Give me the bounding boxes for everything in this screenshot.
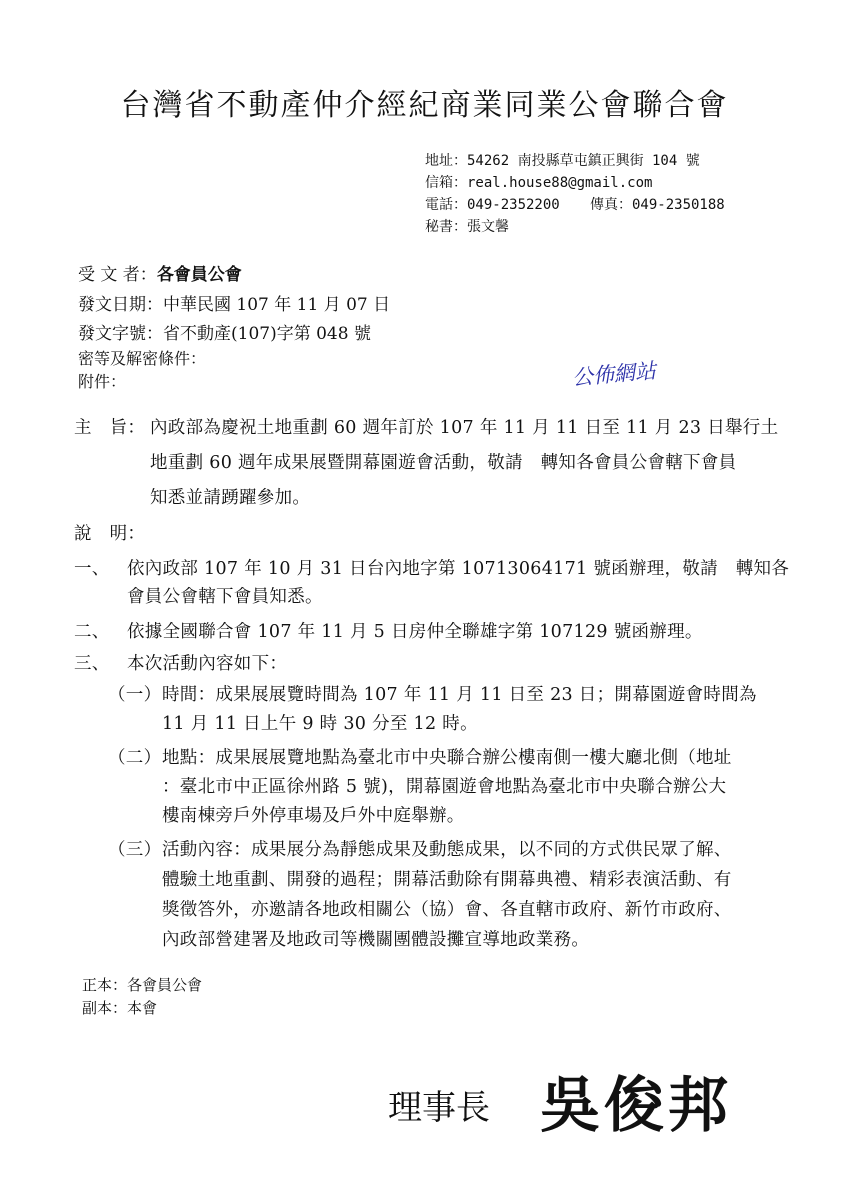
item-line: 本次活動內容如下： xyxy=(127,654,288,674)
subitem-line: 獎徵答外，亦邀請各地政相關公（協）會、各直轄市政府、新竹市政府、 xyxy=(162,900,732,920)
item-line: 依內政部 107 年 10 月 31 日台內地字第 10713064171 號函辦理，敬請 轉知各 xyxy=(127,559,790,579)
secretary-line: 秘書：張文馨 xyxy=(425,219,509,235)
phone-line: 電話：049-2352200 xyxy=(425,197,560,213)
subject-line: 內政部為慶祝土地重劃 60 週年訂於 107 年 11 月 11 日至 11 月 23 日舉行土 xyxy=(150,418,779,438)
subitem-line: 內政部營建署及地政司等機關團體設攤宣導地政業務。 xyxy=(162,930,590,950)
subitem-number: （二） xyxy=(108,748,162,768)
recipient-label: 受 文 者： xyxy=(78,265,157,285)
address-line: 地址：54262 南投縣草屯鎮正興街 104 號 xyxy=(425,153,700,169)
subitem-line: 時間：成果展展覽時間為 107 年 11 月 11 日至 23 日；開幕園遊會時間為 xyxy=(162,685,757,705)
confidential-row: 密等及解密條件： xyxy=(78,349,207,368)
email-line: 信箱：real.house88@gmail.com xyxy=(425,175,653,191)
item-number: 一、 xyxy=(74,559,110,579)
copy-recipient: 副本：本會 xyxy=(82,999,158,1017)
date-row xyxy=(78,290,390,315)
item-number: 三、 xyxy=(74,654,110,674)
fax-line: 傳真：049-2350188 xyxy=(590,197,725,213)
date-label: 發文日期： xyxy=(78,295,163,315)
reference-label: 發文字號： xyxy=(78,324,163,344)
subitem-line: 活動內容：成果展分為靜態成果及動態成果，以不同的方式供民眾了解、 xyxy=(162,840,732,860)
original-recipient: 正本：各會員公會 xyxy=(82,976,203,994)
subitem-line: ：臺北市中正區徐州路 5 號)，開幕園遊會地點為臺北市中央聯合辦公大 xyxy=(162,777,727,797)
subitem-line: 地點：成果展展覽地點為臺北市中央聯合辦公樓南側一樓大廳北側（地址 xyxy=(162,748,732,768)
subitem-line: 11 月 11 日上午 9 時 30 分至 12 時。 xyxy=(162,714,478,734)
subitem-line: 體驗土地重劃、開發的過程；開幕活動除有開幕典禮、精彩表演活動、有 xyxy=(162,870,732,890)
recipient-row xyxy=(78,260,242,285)
subject-label: 主 旨： xyxy=(74,418,146,438)
subject-line: 知悉並請踴躍參加。 xyxy=(150,488,311,508)
subject-line: 地重劃 60 週年成果展暨開幕園遊會活動，敬請 轉知各會員公會轄下會員 xyxy=(150,453,737,473)
handwritten-note: 公佈網站 xyxy=(571,358,657,390)
reference-row xyxy=(78,319,371,344)
item-number: 二、 xyxy=(74,622,110,642)
attachment-row: 附件： xyxy=(78,372,127,391)
signature-role: 理事長 xyxy=(388,1088,490,1128)
date-value: 中華民國 107 年 11 月 07 日 xyxy=(163,295,391,315)
reference-value: 省不動產(107)字第 048 號 xyxy=(163,324,371,344)
subitem-line: 樓南棟旁戶外停車場及戶外中庭舉辦。 xyxy=(162,806,465,826)
recipient-value: 各會員公會 xyxy=(156,265,242,285)
signature-name: 吳俊邦 xyxy=(540,1071,732,1141)
subitem-number: （三） xyxy=(108,840,162,860)
subitem-number: （一） xyxy=(108,685,162,705)
item-line: 會員公會轄下會員知悉。 xyxy=(127,587,323,607)
explanation-label: 說 明： xyxy=(74,524,146,544)
item-line: 依據全國聯合會 107 年 11 月 5 日房仲全聯雄字第 107129 號函辦理。 xyxy=(127,622,703,642)
org-title: 台灣省不動產仲介經紀商業同業公會聯合會 xyxy=(120,88,729,123)
